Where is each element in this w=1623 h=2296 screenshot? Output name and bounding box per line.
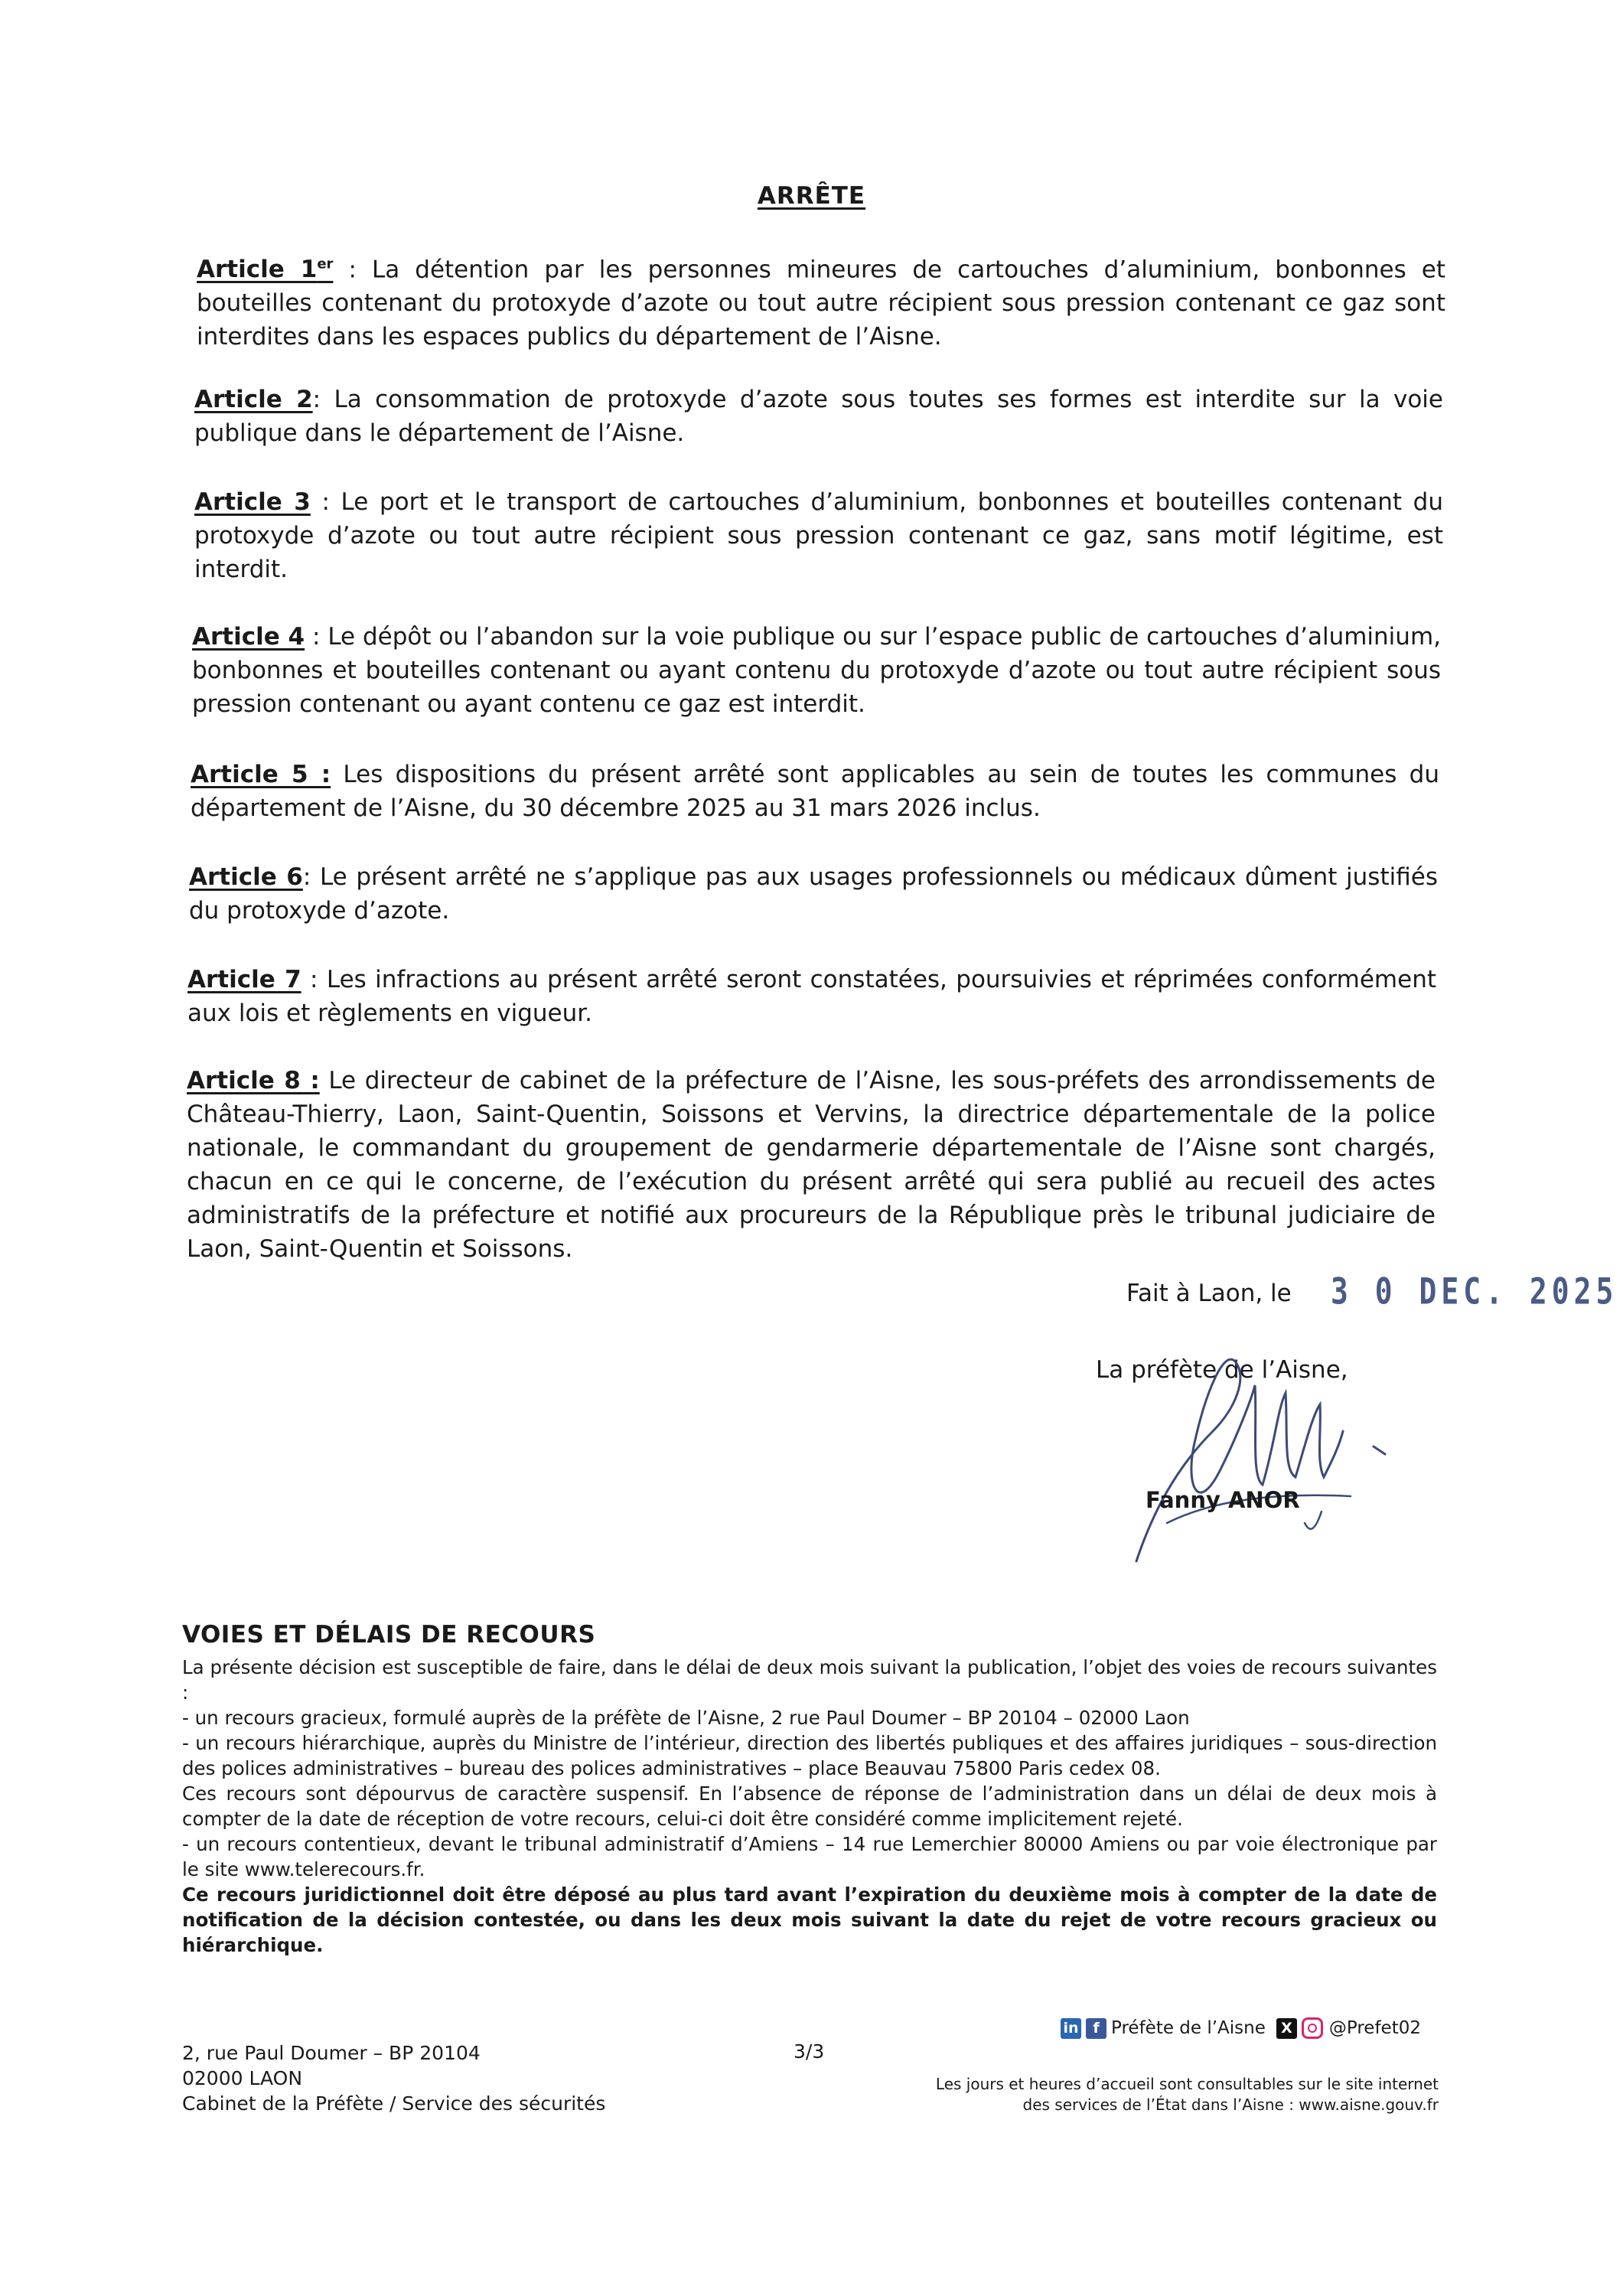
article-7-label: Article 7 (187, 966, 301, 993)
article-8 (187, 1064, 1436, 1266)
accueil-info (872, 2074, 1439, 2115)
recours-hierarchique: - un recours hiérarchique, auprès du Ministre de l’intérieur, direction des libertés publiques et des affaires juridiques – sous-direction des polices administratives – bureau des polices administratives – place Beauvau 75800 Paris cedex 08. (182, 1732, 1437, 1779)
article-2-separator: : (312, 386, 334, 413)
signer-title: La préfète de l’Aisne, (1096, 1356, 1348, 1384)
date-stamp: 3 0 DEC. 2025 (1331, 1270, 1618, 1313)
article-5-text: Les dispositions du présent arrêté sont applicables au sein de toutes les communes du département de l’Aisne, du 30 décembre 2025 au 31 mars 2026 inclus. (191, 761, 1439, 822)
article-3-label: Article 3 (194, 488, 311, 516)
article-1 (197, 248, 1445, 354)
accueil-line-1: Les jours et heures d’accueil sont consultables sur le site internet (935, 2075, 1439, 2093)
article-8-separator (320, 1067, 329, 1094)
article-6-label: Article 6 (189, 863, 303, 891)
recours-contentieux: - un recours contentieux, devant le tribunal administratif d’Amiens – 14 rue Lemerchier 80000 Amiens ou par voie électronique par le site www.telerecours.fr. (182, 1833, 1437, 1880)
instagram-icon[interactable] (1302, 2017, 1323, 2039)
article-2-text: La consommation de protoxyde d’azote sous toutes ses formes est interdite sur la voie publique dans le département de l’Aisne. (194, 386, 1443, 447)
article-7-separator: : (301, 966, 327, 993)
x-icon[interactable]: X (1276, 2018, 1297, 2039)
article-4 (192, 620, 1441, 721)
handwritten-signature (1121, 1332, 1412, 1577)
article-3 (194, 485, 1443, 586)
article-6 (189, 860, 1438, 928)
linkedin-icon[interactable]: in (1061, 2018, 1081, 2039)
recours-note: Ce recours juridictionnel doit être déposé au plus tard avant l’expiration du deuxième mois à compter de la date de notification de la décision contestée, ou dans les deux mois suivant la date du rejet de votre recours gracieux ou hiérarchique. (182, 1883, 1437, 1956)
social-name: Préfète de l’Aisne (1111, 2018, 1266, 2038)
facebook-icon[interactable]: f (1086, 2018, 1106, 2039)
article-1-label-sup: er (317, 256, 334, 272)
article-4-text: Le dépôt ou l’abandon sur la voie publique ou sur l’espace public de cartouches d’aluminium, bonbonnes et bouteilles contenant ou ayant contenu du protoxyde d’azote ou tout autre récipient sous pression contenant ou ayant contenu ce gaz est interdit. (192, 623, 1441, 718)
article-3-text: Le port et le transport de cartouches d’aluminium, bonbonnes et bouteilles contenant du protoxyde d’azote ou tout autre récipient sous pression contenant ce gaz, sans motif légitime, est interdit. (194, 488, 1444, 583)
social-links (1061, 2017, 1438, 2039)
page-number: 3/3 (794, 2040, 825, 2063)
recours-title: VOIES ET DÉLAIS DE RECOURS (182, 1621, 596, 1649)
footer-address-line-1: 2, rue Paul Doumer – BP 20104 (182, 2042, 481, 2064)
recours-section (182, 1655, 1437, 1958)
article-4-separator: : (305, 623, 328, 651)
article-5-separator (331, 761, 343, 788)
recours-suspensif: Ces recours sont dépourvus de caractère suspensif. En l’absence de réponse de l’administration dans un délai de deux mois à compter de la date de réception de votre recours, celui-ci doit être considéré comme implicitement rejeté. (182, 1782, 1437, 1830)
article-1-text: La détention par les personnes mineures de cartouches d’aluminium, bonbonnes et bouteilles contenant du protoxyde d’azote ou tout autre récipient sous pression contenant ce gaz sont interdites dans les espaces publics du département de l’Aisne. (197, 256, 1445, 351)
article-4-label: Article 4 (192, 623, 305, 651)
article-8-text: Le directeur de cabinet de la préfecture de l’Aisne, les sous-préfets des arrondissements de Château-Thierry, Laon, Saint-Quentin, Soissons et Vervins, la directrice départementale de la police nationale, le commandant du groupement de gendarmerie départementale de l’Aisne sont chargés, chacun en ce qui le concerne, de l’exécution du présent arrêté qui sera publié au recueil des actes administratifs de la préfecture et notifié aux procureurs de la République près le tribunal judiciaire de Laon, Saint-Quentin et Soissons. (187, 1067, 1436, 1263)
recours-gracieux: - un recours gracieux, formulé auprès de la préfète de l’Aisne, 2 rue Paul Doumer – BP 20104 – 02000 Laon (182, 1707, 1190, 1729)
footer-address (182, 2040, 605, 2116)
article-5-label: Article 5 : (191, 761, 331, 788)
document-title: ARRÊTE (757, 182, 866, 210)
recours-intro: La présente décision est susceptible de faire, dans le délai de deux mois suivant la publication, l’objet des voies de recours suivantes : (182, 1656, 1437, 1704)
article-3-separator: : (310, 488, 341, 516)
social-handle[interactable]: @Prefet02 (1328, 2018, 1421, 2038)
footer-address-line-2: 02000 LAON (182, 2067, 303, 2089)
accueil-line-2: des services de l’État dans l’Aisne : www.aisne.gouv.fr (1022, 2095, 1439, 2114)
signer-name: Fanny ANOR (1146, 1487, 1300, 1513)
article-8-label: Article 8 : (187, 1067, 320, 1094)
article-6-text: Le présent arrêté ne s’applique pas aux usages professionnels ou médicaux dûment justifiés du protoxyde d’azote. (189, 863, 1438, 925)
article-6-separator: : (302, 863, 320, 891)
article-1-label: Article 1 (197, 256, 318, 284)
footer-address-line-3: Cabinet de la Préfète / Service des sécurités (182, 2092, 606, 2115)
article-2-label: Article 2 (194, 386, 313, 413)
article-2 (194, 383, 1443, 450)
article-7 (187, 963, 1436, 1030)
article-5 (191, 758, 1439, 825)
fait-a-laon: Fait à Laon, le (1126, 1280, 1292, 1307)
article-1-separator: : (333, 256, 372, 284)
article-7-text: Les infractions au présent arrêté seront constatées, poursuivies et réprimées conformément aux lois et règlements en vigueur. (187, 966, 1436, 1027)
